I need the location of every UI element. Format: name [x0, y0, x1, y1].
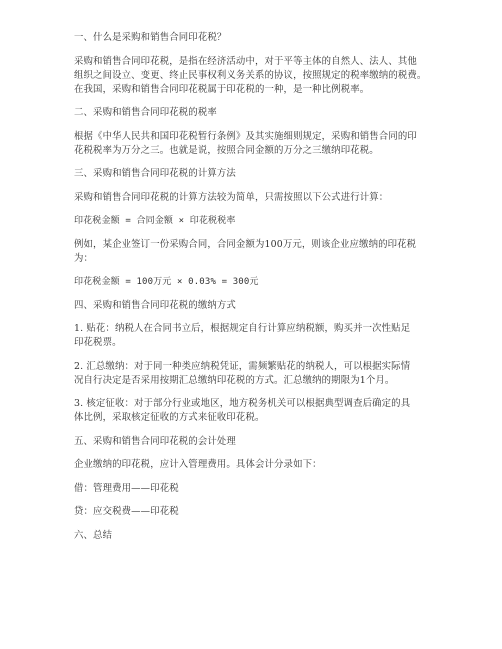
paragraph-line: 企业缴纳的印花税，应计入管理费用。具体会计分录如下： [74, 459, 322, 470]
paragraph-credit-entry [74, 505, 432, 519]
paragraph-line: 1. 贴花：纳税人在合同书立后，根据规定自行计算应纳税额，购买并一次性贴足 [74, 323, 411, 334]
paragraph-line: 2. 汇总缴纳：对于同一种类应纳税凭证，需频繁贴花的纳税人，可以根据实际情 [74, 360, 411, 372]
formula-general [74, 214, 432, 228]
formula-line: 印花税金额 = 100万元 × 0.03% = 300元 [74, 277, 259, 287]
paragraph-definition [74, 55, 432, 97]
paragraph-line: 印花税票。 [74, 337, 122, 348]
section-heading-3: 三、采购和销售合同印花税的计算方法 [74, 168, 236, 179]
paragraph-line: 3. 核定征收：对于部分行业或地区，地方税务机关可以根据典型调查后确定的具 [74, 398, 411, 409]
paragraph-tax-rate [74, 130, 432, 158]
paragraph-line: 组织之间设立、变更、终止民事权利义务关系的协议，按照规定的税率缴纳的税费。 [74, 69, 427, 81]
section-heading-6: 六、总结 [74, 529, 113, 541]
paragraph-line: 采购和销售合同印花税，是指在经济活动中，对于平等主体的自然人、法人、其他 [74, 55, 417, 67]
paragraph-line: 贷：应交税费——印花税 [74, 506, 179, 517]
paragraph-method-1 [74, 322, 432, 350]
paragraph-line: 况自行决定是否采用按期汇总缴纳印花税的方式。汇总缴纳的期限为1个月。 [74, 374, 395, 386]
paragraph-line: 根据《中华人民共和国印花税暂行条例》及其实施细则规定，采购和销售合同的印 [74, 130, 417, 142]
paragraph-line: 采购和销售合同印花税的计算方法较为简单，只需按照以下公式进行计算： [74, 191, 389, 203]
paragraph-example [74, 238, 432, 266]
paragraph-line: 借：管理费用——印花税 [74, 482, 179, 494]
paragraph-line: 例如，某企业签订一份采购合同，合同金额为100万元，则该企业应缴纳的印花税 [74, 238, 417, 250]
paragraph-method-3 [74, 397, 432, 425]
paragraph-line: 花税税率为万分之三。也就是说，按照合同金额的万分之三缴纳印花税。 [74, 144, 379, 156]
paragraph-line: 体比例，采取核定征收的方式来征收印花税。 [74, 412, 265, 423]
paragraph-line: 在我国，采购和销售合同印花税属于印花税的一种，是一种比例税率。 [74, 83, 370, 95]
paragraph-line: 为： [74, 252, 94, 264]
section-heading-5: 五、采购和销售合同印花税的会计处理 [74, 435, 236, 447]
paragraph-debit-entry [74, 482, 432, 496]
section-heading-4: 四、采购和销售合同印花税的缴纳方式 [74, 299, 236, 311]
paragraph-calc-intro [74, 191, 432, 205]
section-heading-1: 一、什么是采购和销售合同印花税？ [74, 32, 227, 43]
paragraph-method-2 [74, 360, 432, 388]
section-heading-2: 二、采购和销售合同印花税的税率 [74, 107, 217, 118]
formula-line: 印花税金额 = 合同金额 × 印花税税率 [74, 216, 236, 226]
paragraph-accounting-intro [74, 458, 432, 472]
formula-example [74, 275, 432, 289]
